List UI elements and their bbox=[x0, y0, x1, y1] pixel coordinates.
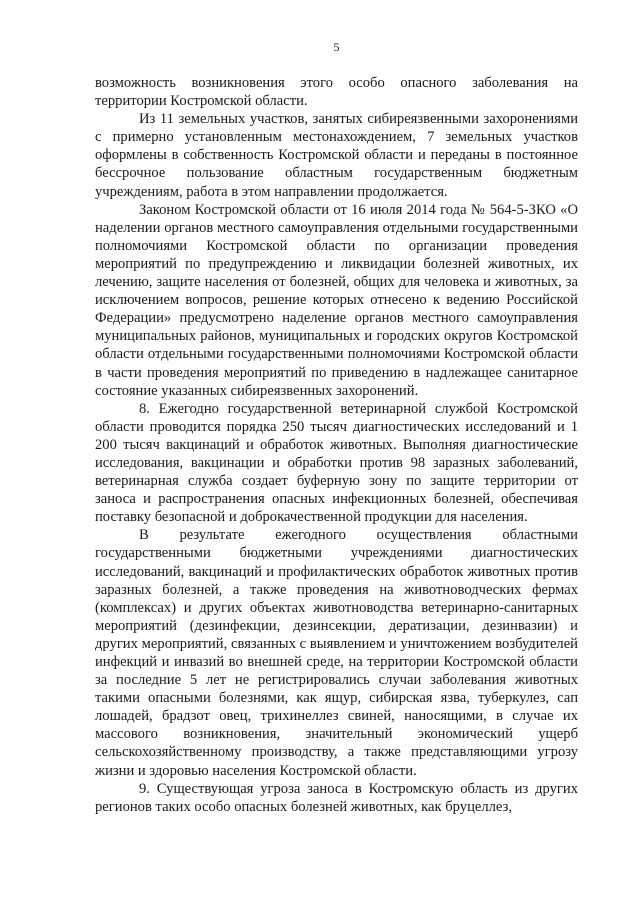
paragraph-5: В результате ежегодного осуществления областными государственными бюджетными учреждениями диагностических исследований, вакцинаций и профилактических обработок животных против заразных болезней, а также проведения на животноводческих фермах (комплексах) и других объектах животноводства ветеринарно-санитарных мероприятий (дезинфекции, дезинсекции, дератизации, дезинвазии) и других мероприятий, связанных с выявлением и уничтожением возбудителей инфекций и инвазий во внешней среде, на территории Костромской области за последние 5 лет не регистрировались случаи заболевания животных такими опасными болезнями, как ящур, сибирская язва, туберкулез, сап лошадей, брадзот овец, трихинеллез свиней, наносящими, в случае их массового возникновения, значительный экономический ущерб сельскохозяйственному производству, а также представляющими угрозу жизни и здоровью населения Костромской области. bbox=[95, 527, 578, 779]
paragraph-1: возможность возникновения этого особо опасного заболевания на территории Костромской области. bbox=[95, 75, 578, 110]
paragraph-2: Из 11 земельных участков, занятых сибиреязвенными захоронениями с примерно установленным местонахождением, 7 земельных участков оформлены в собственность Костромской области и переданы в постоянное бессрочное пользование областным государственным бюджетным учреждениям, работа в этом направлении продолжается. bbox=[95, 111, 578, 200]
document-body bbox=[95, 74, 578, 816]
paragraph-4: 8. Ежегодно государственной ветеринарной службой Костромской области проводится порядка 250 тысяч диагностических исследований и 1 200 тысяч вакцинаций и обработок животных. Выполняя диагностические исследования, вакцинации и обработки против 98 заразных заболеваний, ветеринарная служба создает буферную зону по защите территории от заноса и распространения опасных инфекционных болезней, обеспечивая поставку безопасной и доброкачественной продукции для населения. bbox=[95, 400, 578, 526]
page-number: 5 bbox=[333, 40, 340, 54]
paragraph-6: 9. Существующая угроза заноса в Костромскую область из других регионов таких особо опасных болезней животных, как бруцеллез, bbox=[95, 780, 578, 815]
paragraph-3: Законом Костромской области от 16 июля 2014 года № 564-5-ЗКО «О наделении органов местного самоуправления отдельными государственными полномочиями Костромской области по организации проведения мероприятий по предупреждению и ликвидации болезней животных, их лечению, защите населения от болезней, общих для человека и животных, за исключением вопросов, решение которых отнесено к ведению Российской Федерации» предусмотрено наделение органов местного самоуправления муниципальных районов, муниципальных и городских округов Костромской области отдельными государственными полномочиями Костромской области в части проведения мероприятий по приведению в надлежащее санитарное состояние указанных сибиреязвенных захоронений. bbox=[95, 201, 578, 399]
